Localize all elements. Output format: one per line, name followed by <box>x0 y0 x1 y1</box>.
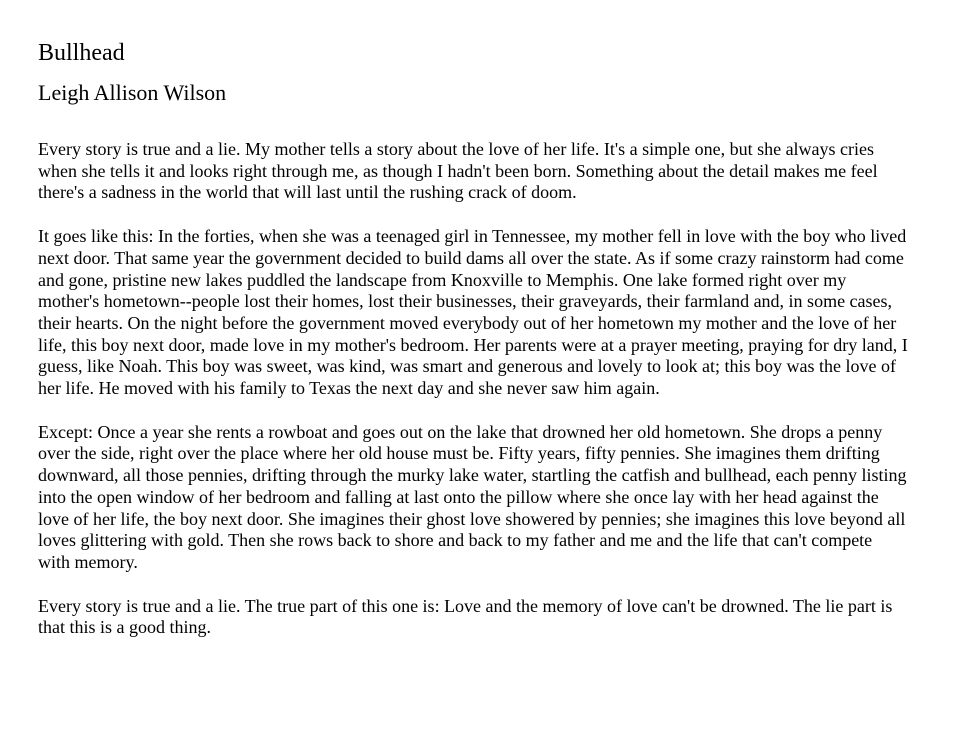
paragraph-3: Except: Once a year she rents a rowboat and goes out on the lake that drowned her old hometown. She drops a penny over the side, right over the place where her old house must be. Fifty years, fifty pennies. She imagines them drifting downward, all those pennies, drifting through the murky lake water, startling the catfish and bullhead, each penny listing into the open window of her bedroom and falling at last onto the pillow where she once lay with her head against the love of her life, the boy next door. She imagines their ghost love showered by pennies; she imagines this love beyond all loves glittering with gold. Then she rows back to shore and back to my father and me and the life that can't compete with memory. <box>38 421 907 572</box>
paragraph-2: It goes like this: In the forties, when she was a teenaged girl in Tennessee, my mother fell in love with the boy who lived next door. That same year the government decided to build dams all over the state. As if some crazy rainstorm had come and gone, pristine new lakes puddled the landscape from Knoxville to Memphis. One lake formed right over my mother's hometown--people lost their homes, lost their businesses, their graveyards, their farmland and, in some cases, their hearts. On the night before the government moved everybody out of her hometown my mother and the love of her life, this boy next door, made love in my mother's bedroom. Her parents were at a prayer meeting, praying for dry land, I guess, like Noah. This boy was sweet, was kind, was smart and generous and lovely to look at; this boy was the love of her life. He moved with his family to Texas the next day and she never saw him again. <box>38 226 908 399</box>
story-body <box>38 139 926 639</box>
paragraph-1: Every story is true and a lie. My mother tells a story about the love of her life. It's a simple one, but she always cries when she tells it and looks right through me, as though I hadn't been born. Something about the detail makes me feel there's a sadness in the world that will last until the rushing crack of doom. <box>38 139 878 203</box>
paragraph-4: Every story is true and a lie. The true part of this one is: Love and the memory of love can't be drowned. The lie part is that this is a good thing. <box>38 595 893 638</box>
story-author: Leigh Allison Wilson <box>38 80 227 105</box>
story-title: Bullhead <box>38 40 125 66</box>
